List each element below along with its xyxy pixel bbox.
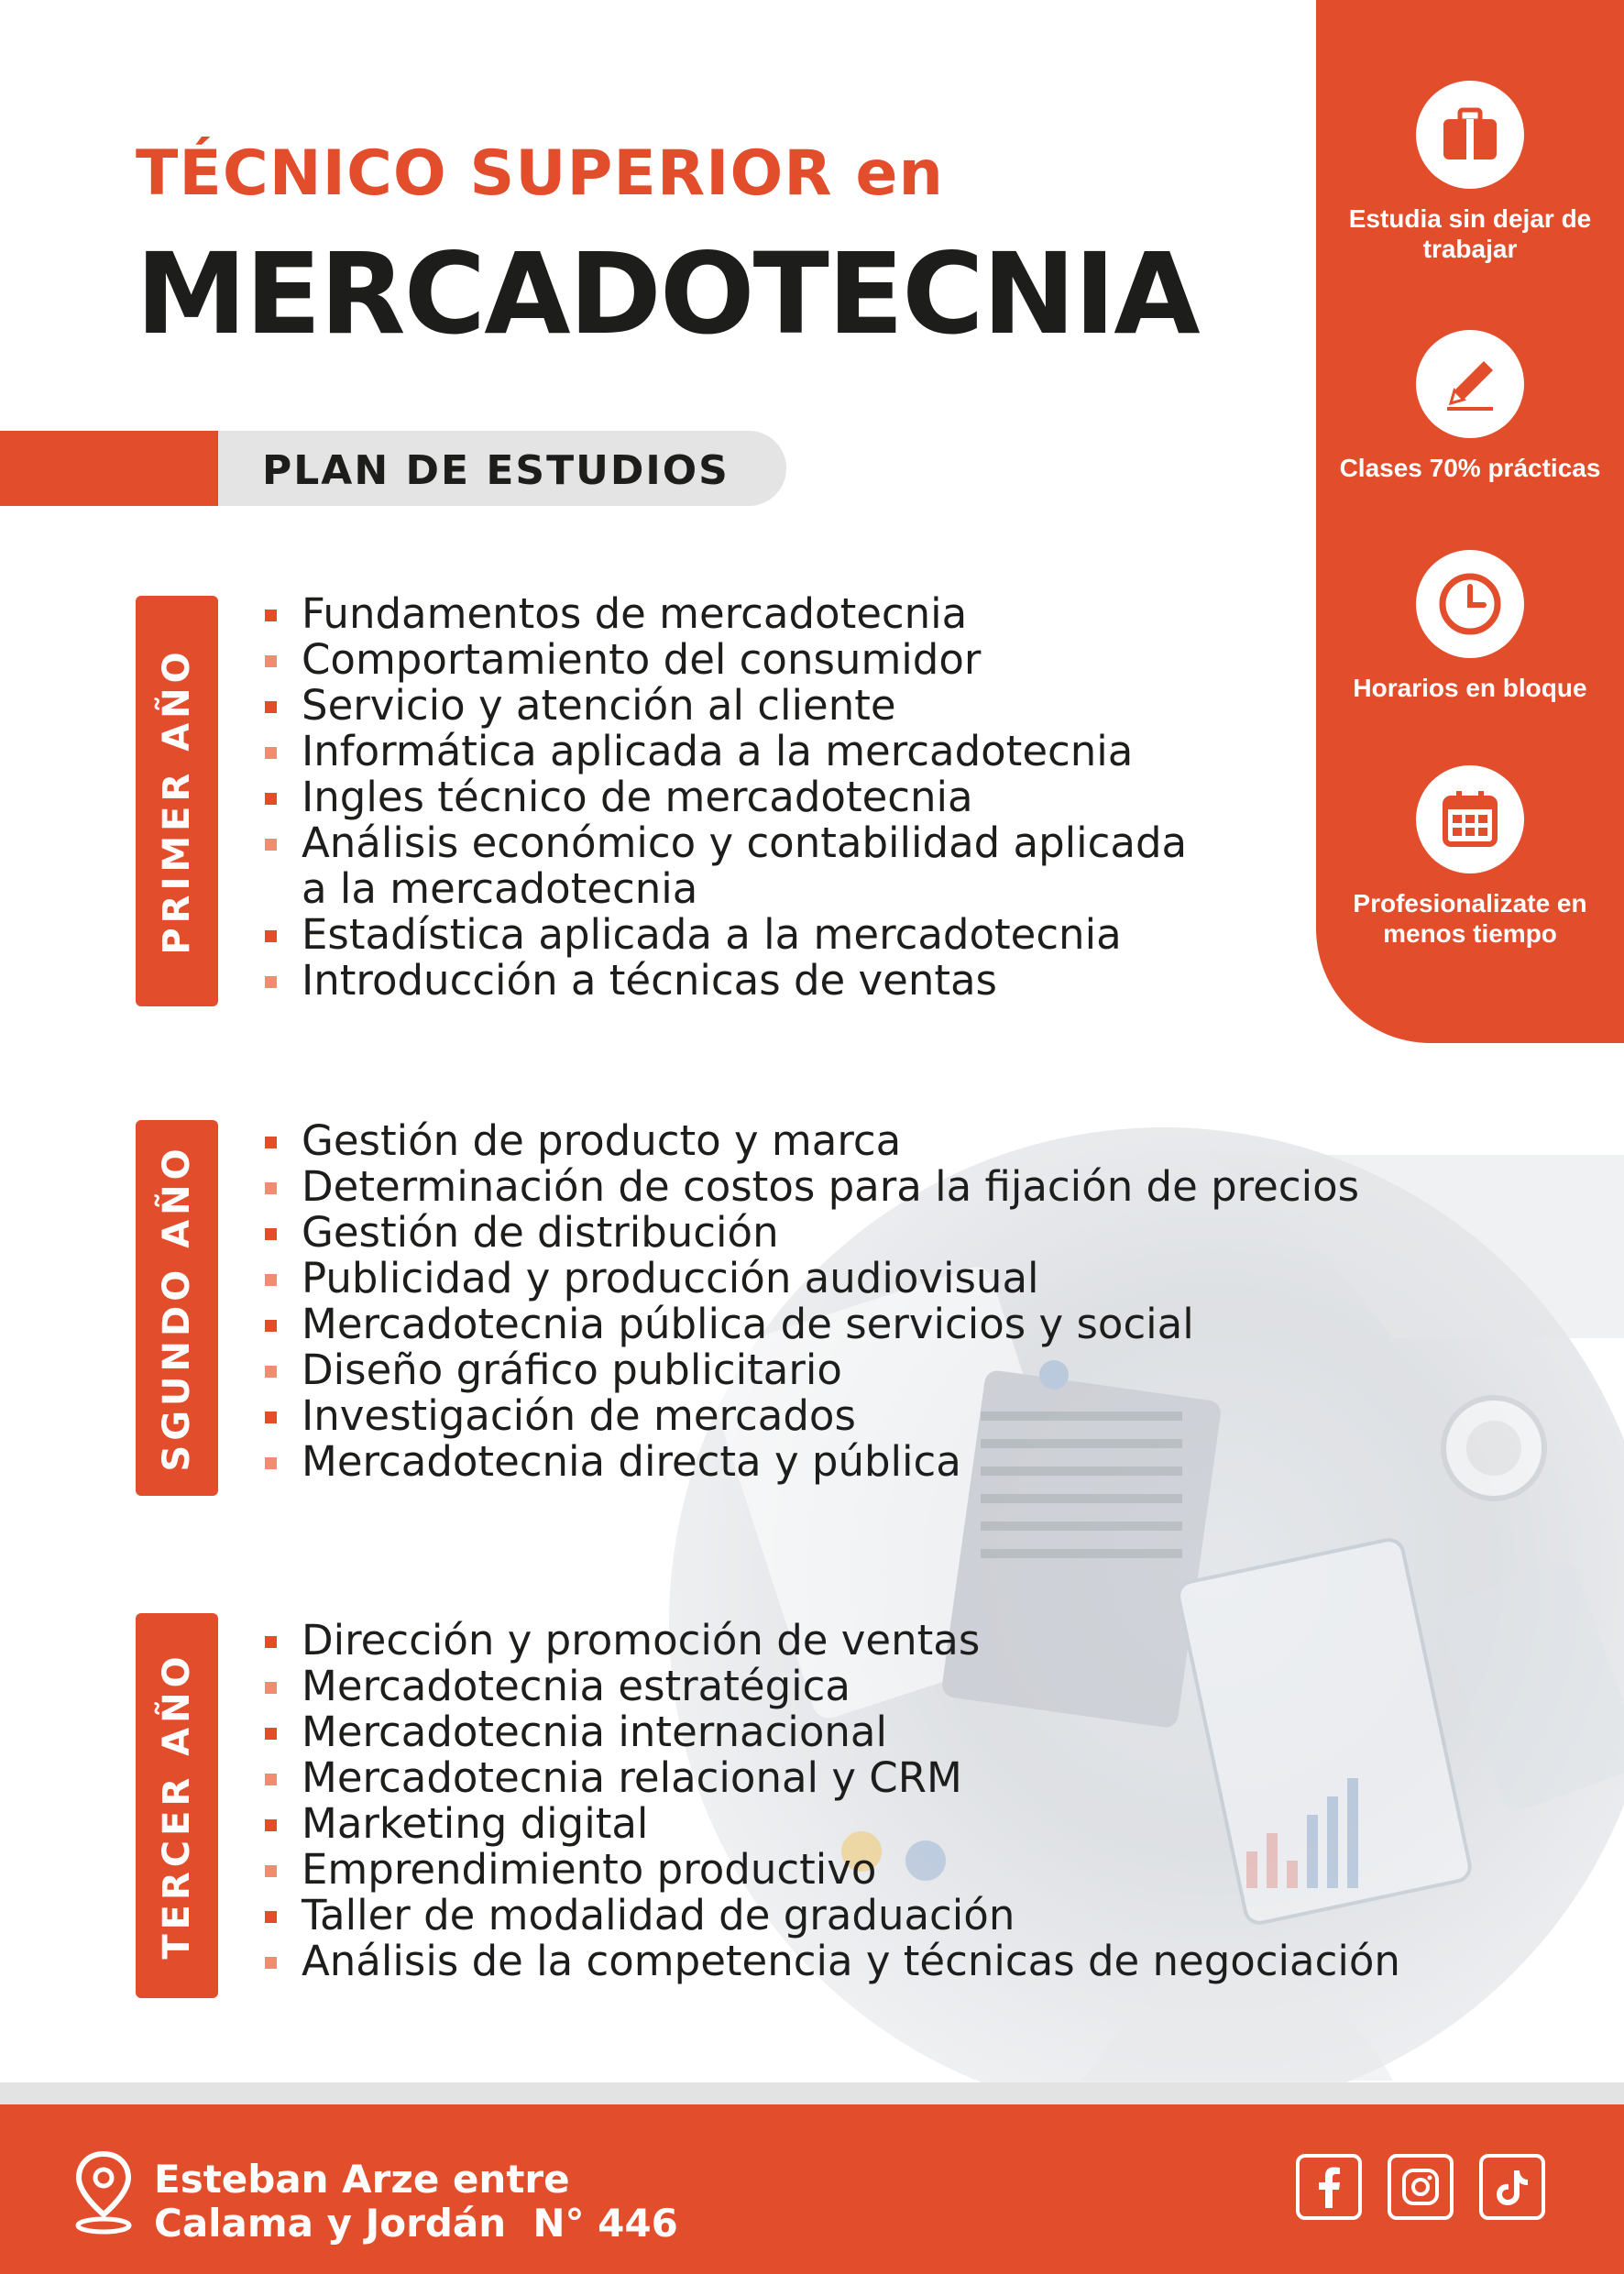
feature-item [1316,330,1624,483]
tiktok-link[interactable] [1479,2154,1545,2220]
subject-list-year-3 [261,1618,1400,1984]
title-top: TÉCNICO SUPERIOR en [136,137,944,210]
address-line-2: Calama y Jordán N° 446 [154,2201,678,2246]
subject-list-year-1 [261,591,1218,1004]
feature-text: Clases 70% prácticas [1339,454,1601,482]
list-item: Servicio y atención al cliente [261,683,1218,729]
list-item: Gestión de distribución [261,1210,1359,1256]
calendar-icon [1438,787,1502,851]
pencil-icon [1438,352,1502,416]
list-item: Mercadotecnia directa y pública [261,1439,1359,1485]
year-label: SGUNDO AÑO [156,1144,198,1472]
list-item: Introducción a técnicas de ventas [261,958,1218,1004]
facebook-icon [1311,2166,1347,2208]
list-item: Mercadotecnia estratégica [261,1664,1400,1709]
tiktok-icon [1494,2167,1531,2207]
feature-text: Horarios en bloque [1353,674,1587,702]
address [154,2158,678,2246]
list-item: Análisis económico y contabilidad aplicada a la mercadotecnia [261,820,1218,912]
list-item: Emprendimiento productivo [261,1847,1400,1893]
list-item: Análisis de la competencia y técnicas de negociación [261,1939,1400,1984]
plan-accent-bar [0,431,220,506]
list-item: Publicidad y producción audiovisual [261,1256,1359,1302]
feature-item [1316,765,1624,949]
plan-label: PLAN DE ESTUDIOS [262,447,730,494]
list-item: Fundamentos de mercadotecnia [261,591,1218,637]
briefcase-icon [1438,103,1502,167]
list-item: Taller de modalidad de graduación [261,1893,1400,1939]
year-tab-primer [136,596,218,1006]
list-item: Ingles técnico de mercadotecnia [261,774,1218,820]
plan-label-pill [218,431,786,506]
instagram-icon [1400,2167,1441,2207]
list-item: Comportamiento del consumidor [261,637,1218,683]
footer [0,2104,1624,2274]
list-item: Marketing digital [261,1801,1400,1847]
facebook-link[interactable] [1296,2154,1362,2220]
year-tab-segundo [136,1120,218,1496]
location-pin-icon [71,2148,136,2236]
feature-text: Estudia sin dejar de trabajar [1348,204,1592,263]
year-label: TERCER AÑO [156,1652,198,1960]
list-item: Investigación de mercados [261,1393,1359,1439]
features-panel [1316,0,1624,1043]
list-item: Informática aplicada a la mercadotecnia [261,729,1218,774]
instagram-link[interactable] [1388,2154,1454,2220]
feature-item [1316,550,1624,703]
list-item: Gestión de producto y marca [261,1118,1359,1164]
list-item: Determinación de costos para la fijación de precios [261,1164,1359,1210]
list-item: Estadística aplicada a la mercadotecnia [261,912,1218,958]
footer-divider [0,2082,1624,2104]
page-title: MERCADOTECNIA [136,229,1199,359]
clock-icon [1436,570,1504,638]
address-line-1: Esteban Arze entre [154,2157,570,2202]
list-item: Mercadotecnia pública de servicios y social [261,1302,1359,1347]
year-label: PRIMER AÑO [156,647,198,955]
subject-list-year-2 [261,1118,1359,1485]
year-tab-tercer [136,1613,218,1998]
feature-item [1316,81,1624,264]
list-item: Dirección y promoción de ventas [261,1618,1400,1664]
list-item: Diseño gráfico publicitario [261,1347,1359,1393]
list-item: Mercadotecnia relacional y CRM [261,1755,1400,1801]
list-item: Mercadotecnia internacional [261,1709,1400,1755]
feature-text: Profesionalizate en menos tiempo [1353,889,1587,948]
